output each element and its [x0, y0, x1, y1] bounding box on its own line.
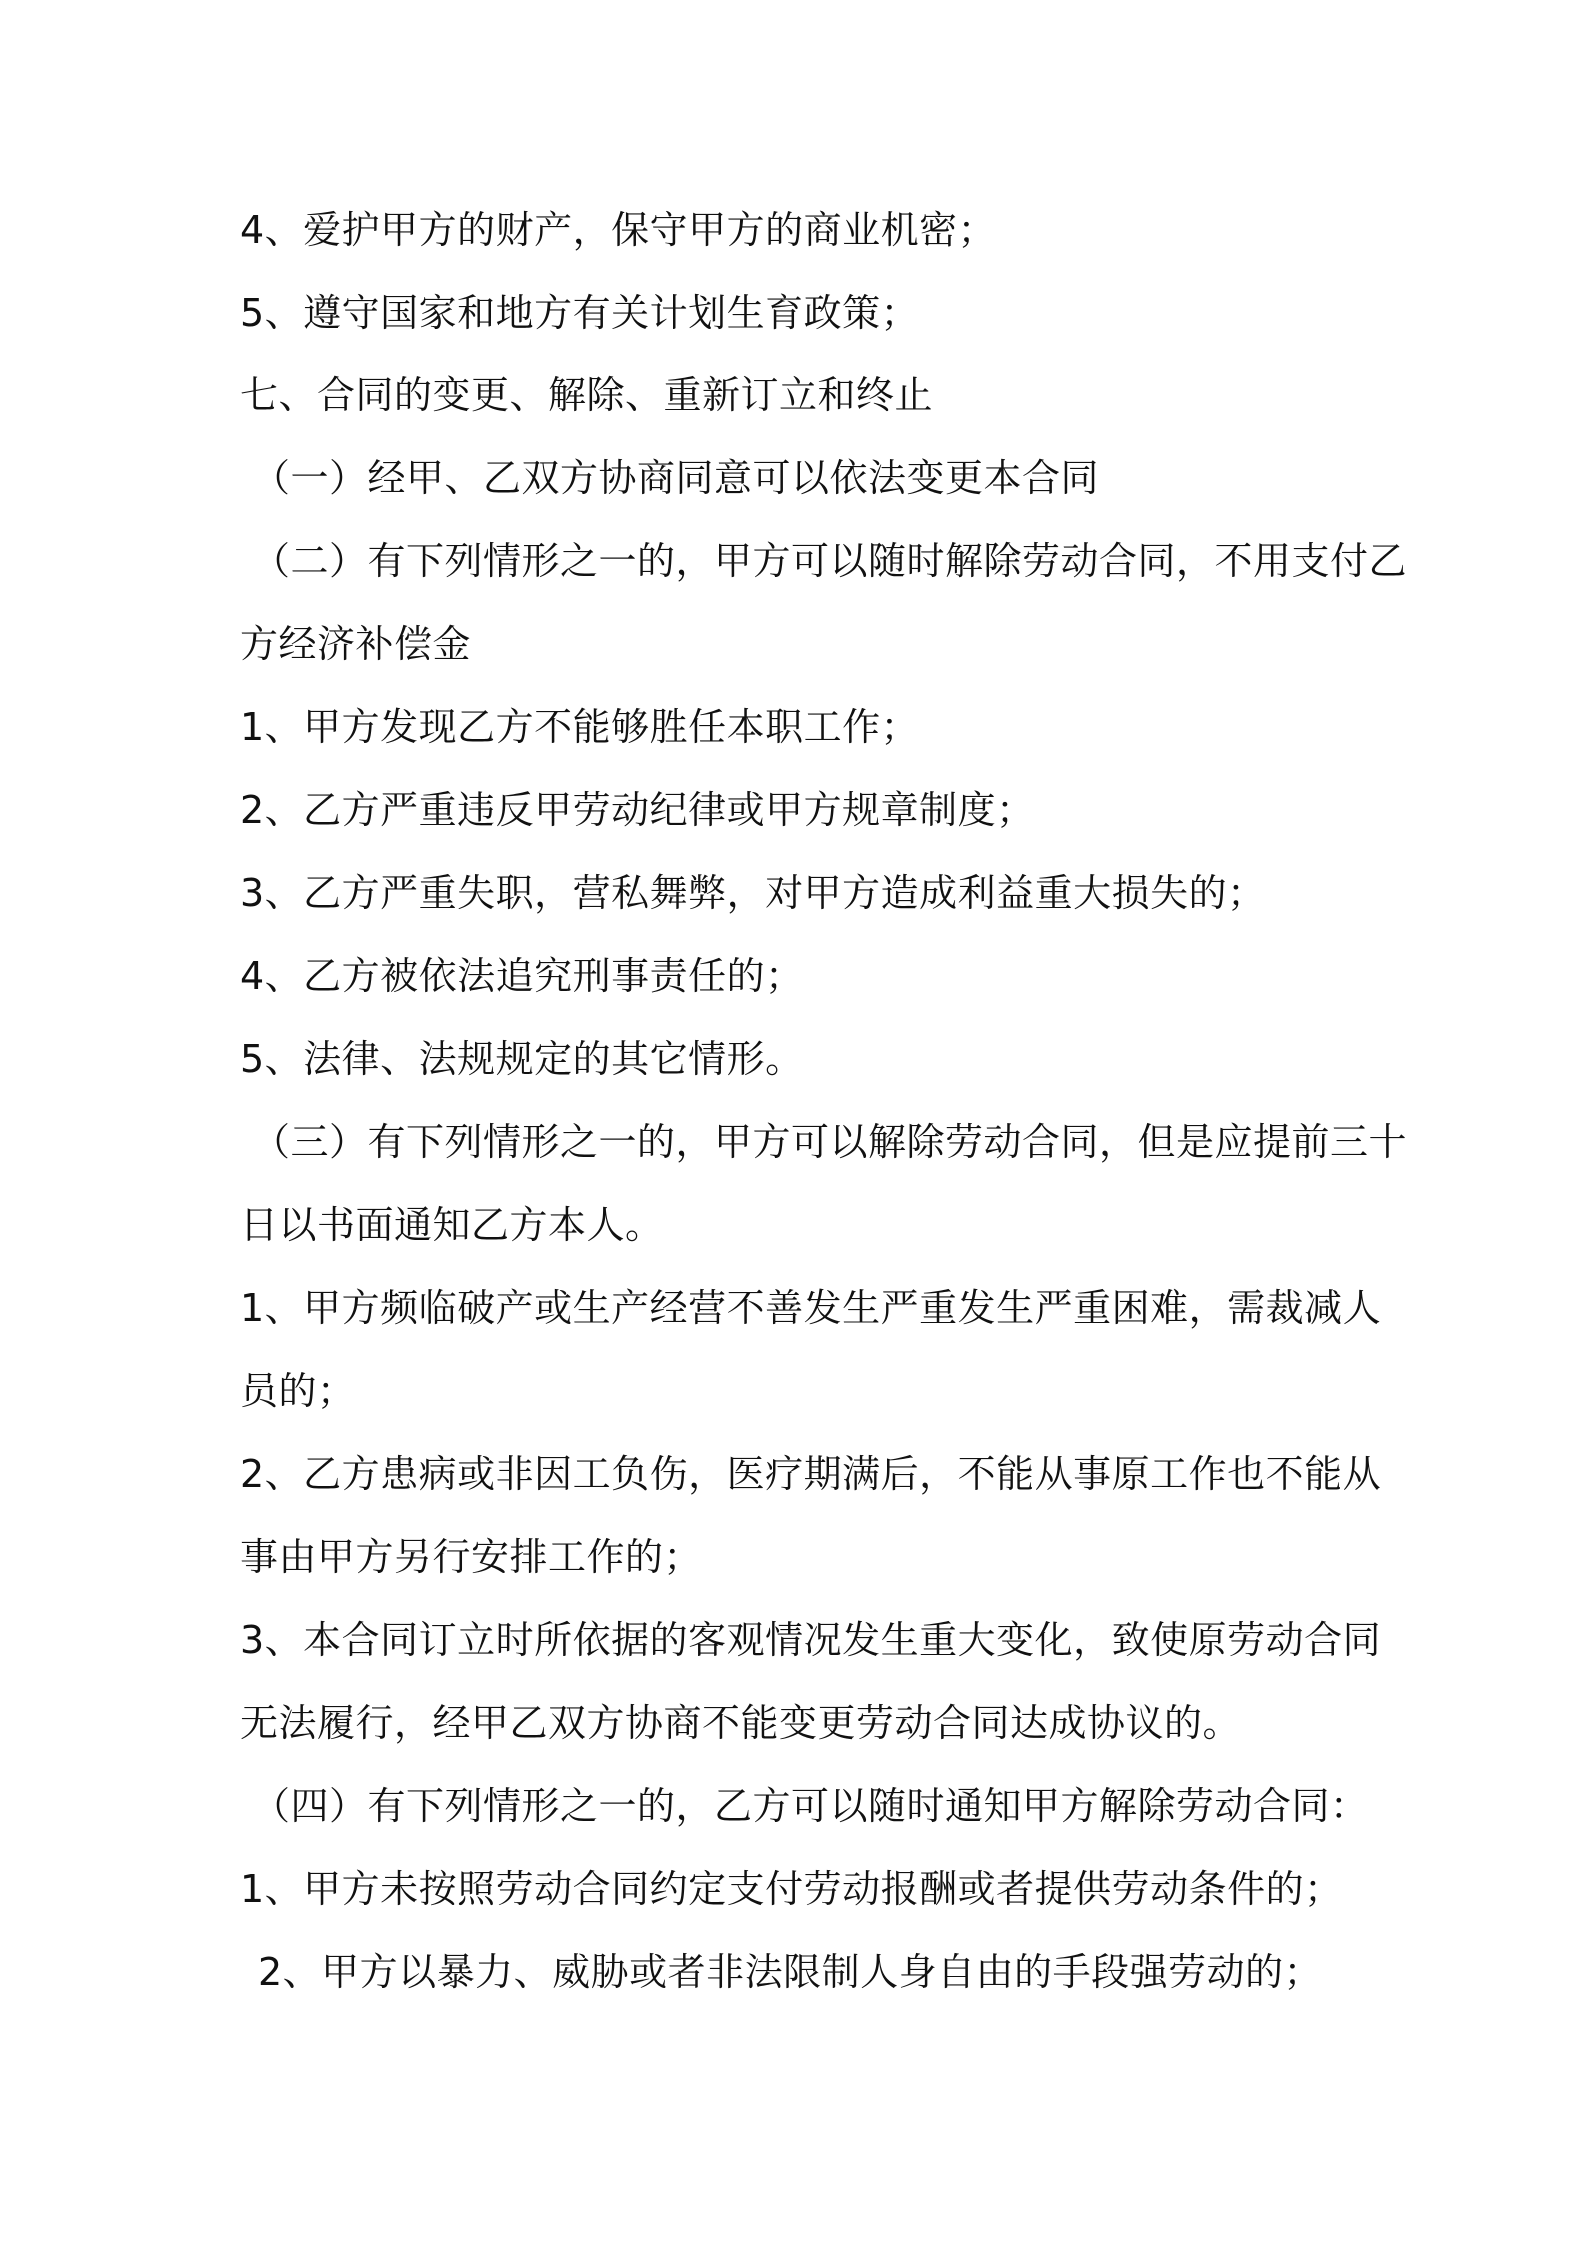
text-line-9: 3、乙方严重失职，营私舞弊，对甲方造成利益重大损失的； — [240, 871, 1266, 915]
text-line-15: 员的； — [240, 1369, 356, 1413]
text-line-2: 5、遵守国家和地方有关计划生育政策； — [240, 291, 920, 335]
clause-one: （一）经甲、乙双方协商同意可以依法变更本合同 — [252, 456, 1100, 500]
clause-three: （三）有下列情形之一的，甲方可以解除劳动合同，但是应提前三十 — [252, 1120, 1408, 1164]
clause-three-continued: 日以书面通知乙方本人。 — [240, 1203, 664, 1247]
section-heading-seven: 七、合同的变更、解除、重新订立和终止 — [240, 373, 934, 417]
text-line-8: 2、乙方严重违反甲劳动纪律或甲方规章制度； — [240, 788, 1035, 832]
text-line-17: 事由甲方另行安排工作的； — [240, 1535, 703, 1579]
clause-four: （四）有下列情形之一的，乙方可以随时通知甲方解除劳动合同： — [252, 1784, 1369, 1828]
text-line-18: 3、本合同订立时所依据的客观情况发生重大变化，致使原劳动合同 — [240, 1618, 1382, 1662]
text-line-14: 1、甲方频临破产或生产经营不善发生严重发生严重困难，需裁减人 — [240, 1286, 1382, 1330]
text-line-10: 4、乙方被依法追究刑事责任的； — [240, 954, 804, 998]
text-line-22: 2、甲方以暴力、威胁或者非法限制人身自由的手段强劳动的； — [258, 1950, 1323, 1994]
text-line-21: 1、甲方未按照劳动合同约定支付劳动报酬或者提供劳动条件的； — [240, 1867, 1343, 1911]
clause-two-continued: 方经济补偿金 — [240, 622, 472, 666]
text-line-16: 2、乙方患病或非因工负伤，医疗期满后，不能从事原工作也不能从 — [240, 1452, 1382, 1496]
clause-two: （二）有下列情形之一的，甲方可以随时解除劳动合同，不用支付乙 — [252, 539, 1408, 583]
text-line-11: 5、法律、法规规定的其它情形。 — [240, 1037, 804, 1081]
text-line-19: 无法履行，经甲乙双方协商不能变更劳动合同达成协议的。 — [240, 1701, 1242, 1745]
text-line-1: 4、爱护甲方的财产，保守甲方的商业机密； — [240, 208, 997, 252]
text-line-7: 1、甲方发现乙方不能够胜任本职工作； — [240, 705, 920, 749]
